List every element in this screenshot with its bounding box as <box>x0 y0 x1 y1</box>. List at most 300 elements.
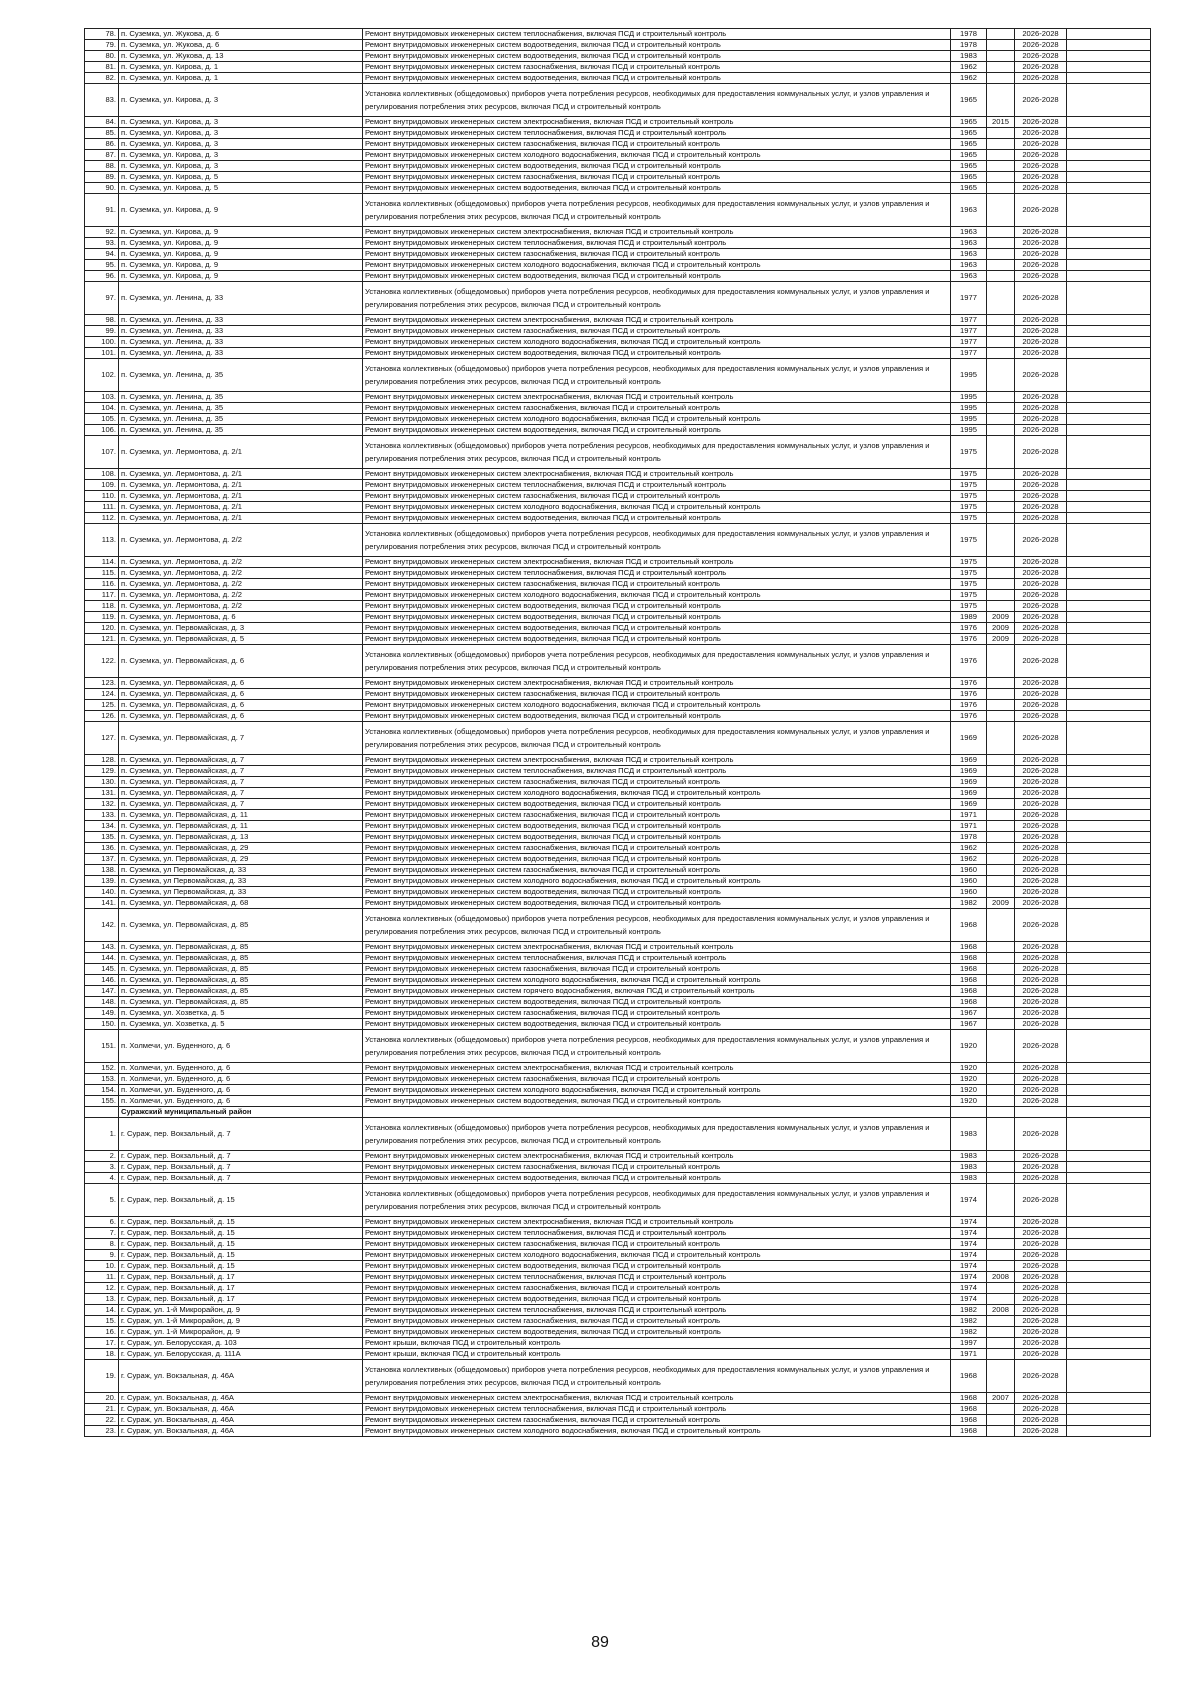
row-number: 153. <box>85 1074 119 1085</box>
planned-period-cell: 2026-2028 <box>1015 227 1067 238</box>
work-type-cell: Ремонт внутридомовых инженерных систем газоснабжения, включая ПСД и строительный контроль <box>363 491 951 502</box>
last-repair-year-cell <box>987 909 1015 942</box>
address-cell: г. Сураж, пер. Вокзальный, д. 15 <box>119 1250 363 1261</box>
planned-period-cell: 2026-2028 <box>1015 1173 1067 1184</box>
section-spacer <box>85 1107 119 1118</box>
build-year-cell: 1962 <box>951 854 987 865</box>
build-year-cell: 1995 <box>951 403 987 414</box>
row-number: 82. <box>85 73 119 84</box>
empty-cell <box>1067 876 1151 887</box>
table-row <box>85 623 1151 634</box>
row-number: 11. <box>85 1272 119 1283</box>
build-year-cell: 1977 <box>951 326 987 337</box>
build-year-cell: 1975 <box>951 557 987 568</box>
planned-period-cell: 2026-2028 <box>1015 194 1067 227</box>
last-repair-year-cell <box>987 513 1015 524</box>
table-row <box>85 1096 1151 1107</box>
work-type-cell: Ремонт внутридомовых инженерных систем водоотведения, включая ПСД и строительный контроль <box>363 1327 951 1338</box>
row-number: 147. <box>85 986 119 997</box>
table-row <box>85 337 1151 348</box>
table-row <box>85 194 1151 227</box>
address-cell: п. Суземка, ул. Кирова, д. 3 <box>119 128 363 139</box>
row-number: 111. <box>85 502 119 513</box>
table-row <box>85 788 1151 799</box>
table-row <box>85 1019 1151 1030</box>
row-number: 14. <box>85 1305 119 1316</box>
build-year-cell: 1963 <box>951 271 987 282</box>
build-year-cell: 1995 <box>951 414 987 425</box>
planned-period-cell: 2026-2028 <box>1015 557 1067 568</box>
table-row <box>85 227 1151 238</box>
address-cell: г. Сураж, ул. 1-й Микрорайон, д. 9 <box>119 1327 363 1338</box>
last-repair-year-cell <box>987 1316 1015 1327</box>
empty-cell <box>1067 1107 1151 1118</box>
last-repair-year-cell <box>987 392 1015 403</box>
row-number: 127. <box>85 722 119 755</box>
empty-cell <box>1067 227 1151 238</box>
address-cell: п. Суземка, ул. Первомайская, д. 29 <box>119 843 363 854</box>
build-year-cell: 1974 <box>951 1239 987 1250</box>
row-number: 81. <box>85 62 119 73</box>
planned-period-cell: 2026-2028 <box>1015 832 1067 843</box>
empty-cell <box>1067 964 1151 975</box>
last-repair-year-cell <box>987 722 1015 755</box>
last-repair-year-cell <box>987 1085 1015 1096</box>
address-cell: п. Суземка, ул. Первомайская, д. 7 <box>119 722 363 755</box>
row-number: 117. <box>85 590 119 601</box>
planned-period-cell: 2026-2028 <box>1015 348 1067 359</box>
last-repair-year-cell <box>987 711 1015 722</box>
table-row <box>85 1151 1151 1162</box>
empty-cell <box>1067 788 1151 799</box>
address-cell: п. Суземка, ул. Первомайская, д. 68 <box>119 898 363 909</box>
empty-cell <box>1067 469 1151 480</box>
address-cell: п. Суземка, ул. Хозветка, д. 5 <box>119 1008 363 1019</box>
capital-repair-table <box>84 28 1151 1437</box>
row-number: 3. <box>85 1162 119 1173</box>
planned-period-cell: 2026-2028 <box>1015 766 1067 777</box>
planned-period-cell: 2026-2028 <box>1015 1151 1067 1162</box>
row-number: 154. <box>85 1085 119 1096</box>
address-cell: п. Суземка, ул. Лермонтова, д. 2/2 <box>119 590 363 601</box>
table-row <box>85 139 1151 150</box>
table-row <box>85 469 1151 480</box>
row-number: 142. <box>85 909 119 942</box>
address-cell: п. Суземка, ул. Первомайская, д. 85 <box>119 909 363 942</box>
address-cell: п. Суземка, ул. Первомайская, д. 6 <box>119 711 363 722</box>
build-year-cell: 1965 <box>951 172 987 183</box>
last-repair-year-cell <box>987 986 1015 997</box>
work-type-cell: Ремонт внутридомовых инженерных систем водоотведения, включая ПСД и строительный контроль <box>363 51 951 62</box>
build-year-cell: 1968 <box>951 1404 987 1415</box>
build-year-cell: 1965 <box>951 161 987 172</box>
table-row <box>85 392 1151 403</box>
empty-cell <box>1067 1184 1151 1217</box>
row-number: 8. <box>85 1239 119 1250</box>
last-repair-year-cell <box>987 1239 1015 1250</box>
table-row <box>85 579 1151 590</box>
work-type-cell: Ремонт внутридомовых инженерных систем теплоснабжения, включая ПСД и строительный контроль <box>363 128 951 139</box>
planned-period-cell: 2026-2028 <box>1015 337 1067 348</box>
empty-cell <box>1067 1063 1151 1074</box>
planned-period-cell: 2026-2028 <box>1015 612 1067 623</box>
row-number: 22. <box>85 1415 119 1426</box>
row-number: 130. <box>85 777 119 788</box>
planned-period-cell: 2026-2028 <box>1015 678 1067 689</box>
build-year-cell: 1968 <box>951 942 987 953</box>
planned-period-cell: 2026-2028 <box>1015 898 1067 909</box>
row-number: 136. <box>85 843 119 854</box>
build-year-cell: 1975 <box>951 601 987 612</box>
work-type-cell: Ремонт внутридомовых инженерных систем водоотведения, включая ПСД и строительный контроль <box>363 73 951 84</box>
table-row <box>85 1228 1151 1239</box>
table-row <box>85 700 1151 711</box>
table-row <box>85 997 1151 1008</box>
row-number: 21. <box>85 1404 119 1415</box>
build-year-cell: 1982 <box>951 1316 987 1327</box>
last-repair-year-cell <box>987 1404 1015 1415</box>
address-cell: п. Суземка, ул. Первомайская, д. 85 <box>119 997 363 1008</box>
row-number: 118. <box>85 601 119 612</box>
work-type-cell: Ремонт внутридомовых инженерных систем газоснабжения, включая ПСД и строительный контроль <box>363 777 951 788</box>
row-number: 151. <box>85 1030 119 1063</box>
row-number: 10. <box>85 1261 119 1272</box>
row-number: 120. <box>85 623 119 634</box>
planned-period-cell: 2026-2028 <box>1015 1063 1067 1074</box>
row-number: 107. <box>85 436 119 469</box>
row-number: 129. <box>85 766 119 777</box>
address-cell: г. Сураж, пер. Вокзальный, д. 17 <box>119 1283 363 1294</box>
empty-cell <box>1067 161 1151 172</box>
table-row <box>85 1393 1151 1404</box>
build-year-cell: 1983 <box>951 1173 987 1184</box>
planned-period-cell: 2026-2028 <box>1015 436 1067 469</box>
last-repair-year-cell <box>987 1151 1015 1162</box>
work-type-cell: Ремонт внутридомовых инженерных систем электроснабжения, включая ПСД и строительный контроль <box>363 1151 951 1162</box>
row-number: 128. <box>85 755 119 766</box>
empty-cell <box>363 1107 951 1118</box>
table-row <box>85 645 1151 678</box>
build-year-cell: 1968 <box>951 964 987 975</box>
empty-cell <box>1067 1272 1151 1283</box>
row-number: 2. <box>85 1151 119 1162</box>
table-row <box>85 876 1151 887</box>
build-year-cell: 1965 <box>951 150 987 161</box>
row-number: 99. <box>85 326 119 337</box>
build-year-cell: 1974 <box>951 1272 987 1283</box>
table-row <box>85 480 1151 491</box>
build-year-cell: 1960 <box>951 887 987 898</box>
planned-period-cell: 2026-2028 <box>1015 821 1067 832</box>
last-repair-year-cell <box>987 568 1015 579</box>
row-number: 145. <box>85 964 119 975</box>
empty-cell <box>1067 150 1151 161</box>
table-row <box>85 953 1151 964</box>
address-cell: п. Суземка, ул. Ленина, д. 33 <box>119 348 363 359</box>
planned-period-cell: 2026-2028 <box>1015 1118 1067 1151</box>
row-number: 116. <box>85 579 119 590</box>
planned-period-cell: 2026-2028 <box>1015 1074 1067 1085</box>
work-type-cell: Ремонт внутридомовых инженерных систем теплоснабжения, включая ПСД и строительный контроль <box>363 568 951 579</box>
planned-period-cell: 2026-2028 <box>1015 172 1067 183</box>
build-year-cell: 1965 <box>951 84 987 117</box>
planned-period-cell: 2026-2028 <box>1015 260 1067 271</box>
work-type-cell: Ремонт внутридомовых инженерных систем холодного водоснабжения, включая ПСД и строительный контроль <box>363 876 951 887</box>
work-type-cell: Ремонт внутридомовых инженерных систем водоотведения, включая ПСД и строительный контроль <box>363 271 951 282</box>
last-repair-year-cell <box>987 150 1015 161</box>
last-repair-year-cell <box>987 799 1015 810</box>
table-row <box>85 1305 1151 1316</box>
work-type-cell: Ремонт внутридомовых инженерных систем водоотведения, включая ПСД и строительный контроль <box>363 348 951 359</box>
work-type-cell: Ремонт внутридомовых инженерных систем электроснабжения, включая ПСД и строительный контроль <box>363 678 951 689</box>
build-year-cell: 1982 <box>951 898 987 909</box>
planned-period-cell: 2026-2028 <box>1015 1096 1067 1107</box>
address-cell: г. Сураж, пер. Вокзальный, д. 15 <box>119 1184 363 1217</box>
address-cell: п. Суземка, ул. Первомайская, д. 11 <box>119 821 363 832</box>
planned-period-cell: 2026-2028 <box>1015 942 1067 953</box>
planned-period-cell: 2026-2028 <box>1015 1349 1067 1360</box>
table-row <box>85 62 1151 73</box>
planned-period-cell: 2026-2028 <box>1015 645 1067 678</box>
work-type-cell: Установка коллективных (общедомовых) приборов учета потребления ресурсов, необходимых для предоставления коммунальных услуг, и узлов управления и регулирования потребления этих ресурсов, включая ПСД и строительный контроль <box>363 436 951 469</box>
address-cell: г. Сураж, ул. Вокзальная, д. 46А <box>119 1393 363 1404</box>
table-body <box>85 29 1151 1437</box>
empty-cell <box>1067 1173 1151 1184</box>
build-year-cell: 1920 <box>951 1085 987 1096</box>
table-row <box>85 326 1151 337</box>
last-repair-year-cell <box>987 678 1015 689</box>
empty-cell <box>1067 1250 1151 1261</box>
last-repair-year-cell <box>987 601 1015 612</box>
last-repair-year-cell <box>987 1250 1015 1261</box>
empty-cell <box>1067 414 1151 425</box>
empty-cell <box>1067 1327 1151 1338</box>
last-repair-year-cell <box>987 1294 1015 1305</box>
row-number: 119. <box>85 612 119 623</box>
empty-cell <box>1067 557 1151 568</box>
build-year-cell: 1977 <box>951 282 987 315</box>
planned-period-cell: 2026-2028 <box>1015 1327 1067 1338</box>
empty-cell <box>1067 480 1151 491</box>
empty-cell <box>1067 799 1151 810</box>
last-repair-year-cell <box>987 139 1015 150</box>
last-repair-year-cell: 2007 <box>987 1393 1015 1404</box>
build-year-cell: 1978 <box>951 40 987 51</box>
table-row <box>85 238 1151 249</box>
table-row <box>85 711 1151 722</box>
planned-period-cell: 2026-2028 <box>1015 161 1067 172</box>
table-row <box>85 1184 1151 1217</box>
row-number: 87. <box>85 150 119 161</box>
table-row <box>85 722 1151 755</box>
build-year-cell: 1962 <box>951 843 987 854</box>
table-row <box>85 1008 1151 1019</box>
empty-cell <box>1067 590 1151 601</box>
work-type-cell: Ремонт внутридомовых инженерных систем водоотведения, включая ПСД и строительный контроль <box>363 711 951 722</box>
row-number: 126. <box>85 711 119 722</box>
last-repair-year-cell <box>987 1283 1015 1294</box>
address-cell: п. Суземка, ул. Кирова, д. 9 <box>119 260 363 271</box>
empty-cell <box>1067 139 1151 150</box>
table-row <box>85 51 1151 62</box>
work-type-cell: Ремонт внутридомовых инженерных систем водоотведения, включая ПСД и строительный контроль <box>363 612 951 623</box>
empty-cell <box>1067 1019 1151 1030</box>
empty-cell <box>1067 491 1151 502</box>
planned-period-cell: 2026-2028 <box>1015 139 1067 150</box>
section-title: Суражский муниципальный район <box>119 1107 363 1118</box>
empty-cell <box>1067 612 1151 623</box>
planned-period-cell: 2026-2028 <box>1015 590 1067 601</box>
empty-cell <box>1015 1107 1067 1118</box>
address-cell: п. Суземка, ул. Первомайская, д. 85 <box>119 953 363 964</box>
empty-cell <box>1067 865 1151 876</box>
row-number: 15. <box>85 1316 119 1327</box>
work-type-cell: Ремонт внутридомовых инженерных систем электроснабжения, включая ПСД и строительный контроль <box>363 942 951 953</box>
address-cell: п. Суземка, ул. Ленина, д. 35 <box>119 392 363 403</box>
build-year-cell: 1974 <box>951 1283 987 1294</box>
row-number: 125. <box>85 700 119 711</box>
address-cell: п. Суземка, ул. Жукова, д. 13 <box>119 51 363 62</box>
row-number: 12. <box>85 1283 119 1294</box>
table-row <box>85 524 1151 557</box>
work-type-cell: Установка коллективных (общедомовых) приборов учета потребления ресурсов, необходимых для предоставления коммунальных услуг, и узлов управления и регулирования потребления этих ресурсов, включая ПСД и строительный контроль <box>363 722 951 755</box>
build-year-cell: 1965 <box>951 128 987 139</box>
work-type-cell: Ремонт внутридомовых инженерных систем холодного водоснабжения, включая ПСД и строительный контроль <box>363 502 951 513</box>
planned-period-cell: 2026-2028 <box>1015 579 1067 590</box>
empty-cell <box>1067 403 1151 414</box>
empty-cell <box>1067 997 1151 1008</box>
address-cell: п. Суземка, ул. Первомайская, д. 85 <box>119 986 363 997</box>
table-row <box>85 403 1151 414</box>
last-repair-year-cell <box>987 579 1015 590</box>
planned-period-cell: 2026-2028 <box>1015 1019 1067 1030</box>
build-year-cell: 1962 <box>951 62 987 73</box>
address-cell: г. Сураж, пер. Вокзальный, д. 7 <box>119 1151 363 1162</box>
table-row <box>85 1349 1151 1360</box>
address-cell: г. Сураж, ул. 1-й Микрорайон, д. 9 <box>119 1316 363 1327</box>
planned-period-cell: 2026-2028 <box>1015 1008 1067 1019</box>
row-number: 94. <box>85 249 119 260</box>
work-type-cell: Ремонт внутридомовых инженерных систем теплоснабжения, включая ПСД и строительный контроль <box>363 1404 951 1415</box>
work-type-cell: Ремонт внутридомовых инженерных систем водоотведения, включая ПСД и строительный контроль <box>363 40 951 51</box>
empty-cell <box>1067 645 1151 678</box>
last-repair-year-cell <box>987 436 1015 469</box>
table-row <box>85 502 1151 513</box>
address-cell: п. Суземка, ул. Кирова, д. 1 <box>119 73 363 84</box>
row-number: 78. <box>85 29 119 40</box>
table-row <box>85 1217 1151 1228</box>
empty-cell <box>1067 689 1151 700</box>
address-cell: п. Суземка, ул. Первомайская, д. 13 <box>119 832 363 843</box>
last-repair-year-cell <box>987 502 1015 513</box>
planned-period-cell: 2026-2028 <box>1015 524 1067 557</box>
planned-period-cell: 2026-2028 <box>1015 1338 1067 1349</box>
last-repair-year-cell <box>987 194 1015 227</box>
build-year-cell: 1975 <box>951 502 987 513</box>
work-type-cell: Ремонт внутридомовых инженерных систем газоснабжения, включая ПСД и строительный контроль <box>363 1239 951 1250</box>
build-year-cell: 1969 <box>951 766 987 777</box>
row-number: 113. <box>85 524 119 557</box>
address-cell: п. Суземка, ул. Лермонтова, д. 2/1 <box>119 469 363 480</box>
last-repair-year-cell: 2009 <box>987 623 1015 634</box>
table-row <box>85 942 1151 953</box>
empty-cell <box>1067 755 1151 766</box>
empty-cell <box>1067 1305 1151 1316</box>
last-repair-year-cell <box>987 315 1015 326</box>
table-row <box>85 1239 1151 1250</box>
table-row <box>85 1074 1151 1085</box>
last-repair-year-cell <box>987 1261 1015 1272</box>
last-repair-year-cell <box>987 689 1015 700</box>
build-year-cell: 1963 <box>951 260 987 271</box>
row-number: 110. <box>85 491 119 502</box>
table-row <box>85 898 1151 909</box>
planned-period-cell: 2026-2028 <box>1015 634 1067 645</box>
planned-period-cell: 2026-2028 <box>1015 689 1067 700</box>
build-year-cell: 1968 <box>951 909 987 942</box>
address-cell: п. Суземка, ул. Лермонтова, д. 2/1 <box>119 513 363 524</box>
build-year-cell: 1965 <box>951 117 987 128</box>
build-year-cell: 1968 <box>951 1393 987 1404</box>
work-type-cell: Ремонт внутридомовых инженерных систем электроснабжения, включая ПСД и строительный контроль <box>363 1393 951 1404</box>
build-year-cell: 1974 <box>951 1261 987 1272</box>
row-number: 150. <box>85 1019 119 1030</box>
row-number: 83. <box>85 84 119 117</box>
work-type-cell: Ремонт внутридомовых инженерных систем горячего водоснабжения, включая ПСД и строительный контроль <box>363 986 951 997</box>
work-type-cell: Ремонт внутридомовых инженерных систем теплоснабжения, включая ПСД и строительный контроль <box>363 29 951 40</box>
address-cell: г. Сураж, пер. Вокзальный, д. 17 <box>119 1294 363 1305</box>
build-year-cell: 1975 <box>951 579 987 590</box>
row-number: 13. <box>85 1294 119 1305</box>
table-row <box>85 1316 1151 1327</box>
work-type-cell: Ремонт крыши, включая ПСД и строительный контроль <box>363 1349 951 1360</box>
address-cell: п. Суземка, ул. Кирова, д. 9 <box>119 238 363 249</box>
table-row <box>85 821 1151 832</box>
work-type-cell: Ремонт внутридомовых инженерных систем теплоснабжения, включая ПСД и строительный контроль <box>363 953 951 964</box>
row-number: 140. <box>85 887 119 898</box>
planned-period-cell: 2026-2028 <box>1015 1228 1067 1239</box>
last-repair-year-cell <box>987 854 1015 865</box>
address-cell: п. Суземка, ул. Ленина, д. 35 <box>119 359 363 392</box>
empty-cell <box>1067 1261 1151 1272</box>
row-number: 90. <box>85 183 119 194</box>
work-type-cell: Ремонт внутридомовых инженерных систем холодного водоснабжения, включая ПСД и строительный контроль <box>363 260 951 271</box>
empty-cell <box>1067 348 1151 359</box>
last-repair-year-cell <box>987 128 1015 139</box>
row-number: 144. <box>85 953 119 964</box>
work-type-cell: Ремонт внутридомовых инженерных систем газоснабжения, включая ПСД и строительный контроль <box>363 865 951 876</box>
build-year-cell: 1977 <box>951 337 987 348</box>
planned-period-cell: 2026-2028 <box>1015 469 1067 480</box>
work-type-cell: Ремонт внутридомовых инженерных систем водоотведения, включая ПСД и строительный контроль <box>363 1096 951 1107</box>
work-type-cell: Ремонт внутридомовых инженерных систем холодного водоснабжения, включая ПСД и строительный контроль <box>363 1085 951 1096</box>
work-type-cell: Ремонт внутридомовых инженерных систем водоотведения, включая ПСД и строительный контроль <box>363 425 951 436</box>
planned-period-cell: 2026-2028 <box>1015 491 1067 502</box>
build-year-cell: 1968 <box>951 953 987 964</box>
planned-period-cell: 2026-2028 <box>1015 315 1067 326</box>
work-type-cell: Ремонт внутридомовых инженерных систем водоотведения, включая ПСД и строительный контроль <box>363 821 951 832</box>
address-cell: п. Суземка, ул. Кирова, д. 3 <box>119 117 363 128</box>
work-type-cell: Ремонт внутридомовых инженерных систем газоснабжения, включая ПСД и строительный контроль <box>363 326 951 337</box>
build-year-cell: 1976 <box>951 711 987 722</box>
row-number: 16. <box>85 1327 119 1338</box>
address-cell: п. Суземка, ул. Первомайская, д. 85 <box>119 964 363 975</box>
build-year-cell: 1920 <box>951 1096 987 1107</box>
table-row <box>85 1173 1151 1184</box>
planned-period-cell: 2026-2028 <box>1015 128 1067 139</box>
empty-cell <box>1067 425 1151 436</box>
build-year-cell: 1968 <box>951 997 987 1008</box>
